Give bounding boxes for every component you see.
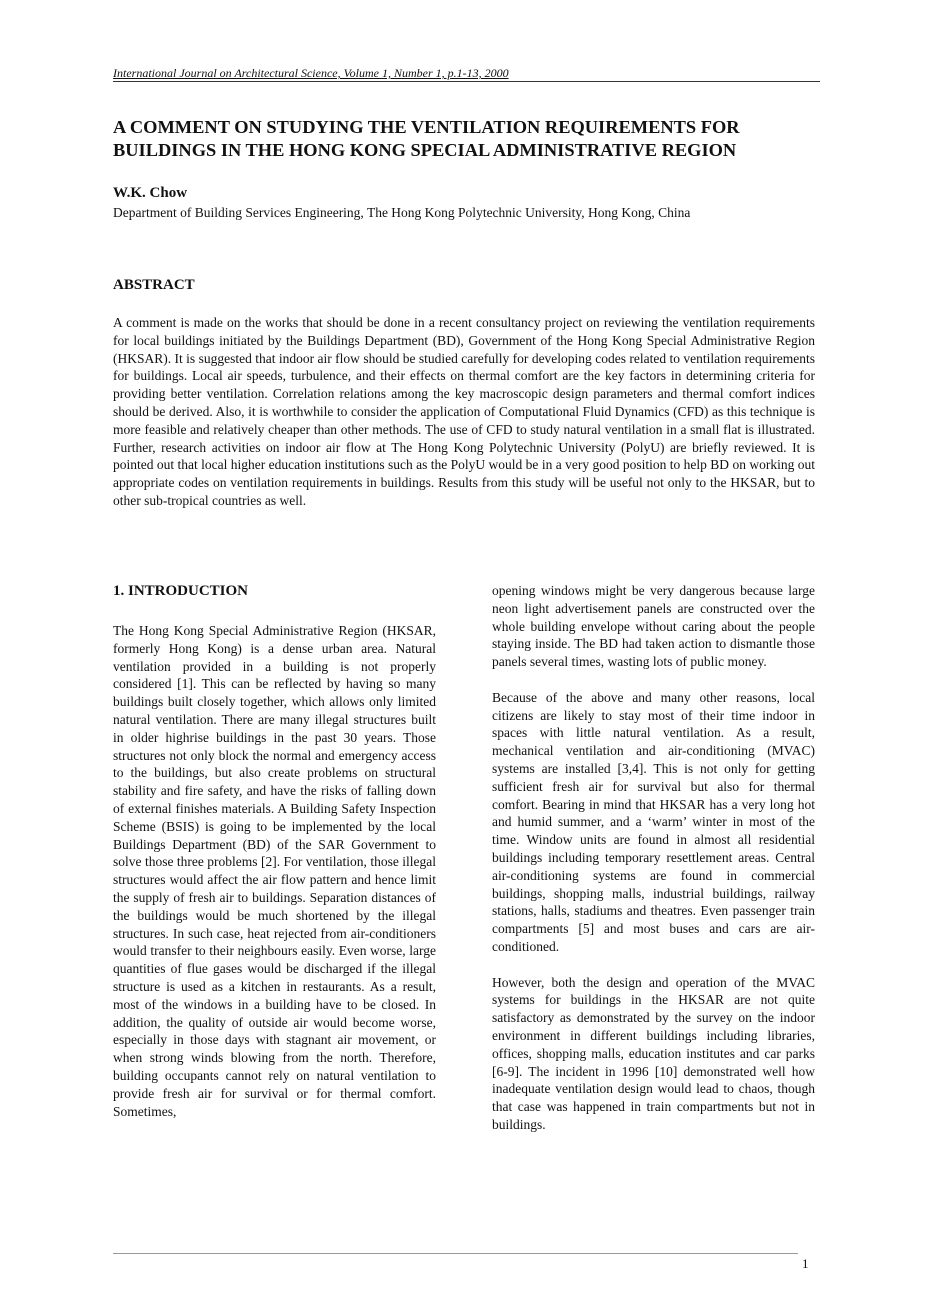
intro-paragraph-2: Because of the above and many other reasons, local citizens are likely to stay most of their time indoor in spaces with little natural ventilation. As a result, mechanical ventilation and air-conditioning (MVAC) systems are installed [3,4]. This is not only for getting sufficient fresh air for survival but also for thermal comfort. Bearing in mind that HKSAR has a very long hot and humid summer, and a ‘warm’ winter in most of the time. Window units are found in almost all residential buildings including temporary resettlement areas. Central air-conditioning systems are found in commercial buildings, shopping malls, industrial buildings, railway stations, halls, stadiums and theatres. Even passenger train compartments [5] and most buses and cars are air-conditioned. — [492, 689, 815, 954]
introduction-heading: 1. INTRODUCTION — [113, 583, 249, 599]
left-column — [113, 582, 436, 1138]
abstract-heading: ABSTRACT — [113, 277, 195, 293]
intro-paragraph-1-part-a: The Hong Kong Special Administrative Region (HKSAR, formerly Hong Kong) is a dense urban area. Natural ventilation provided in a building is not properly considered [1]. This can be reflected by having so many buildings built closely together, which allows only limited natural ventilation. There are many illegal structures built in older highrise buildings in the past 30 years. Those structures not only block the normal and emergency access to the buildings, but also create problems on structural stability and fire safety, and have the risks of falling down of external finishes materials. A Building Safety Inspection Scheme (BSIS) is going to be implemented by the local Buildings Department (BD) of the SAR Government to solve those three problems [2]. For ventilation, those illegal structures would affect the air flow pattern and hence limit the supply of fresh air to buildings. Separation distances of the buildings would be much shortened by the illegal structures. In such case, heat rejected from air-conditioners would transfer to their neighbours easily. Even worse, large quantities of flue gases would be discharged if the illegal structure is used as a kitchen in restaurants. As a result, most of the windows in a building have to be closed. In addition, the quality of outside air would become worse, especially in those days with stagnant air movement, or when strong winds blowing from the north. Therefore, building occupants cannot rely on natural ventilation to provide fresh air for survival or for thermal comfort. Sometimes, — [113, 623, 436, 1119]
running-header: International Journal on Architectural Science, Volume 1, Number 1, p.1-13, 2000 — [113, 65, 820, 82]
intro-paragraph-3: However, both the design and operation of the MVAC systems for buildings in the HKSAR are not quite satisfactory as demonstrated by the survey on the indoor environment in different buildings including libraries, offices, shopping malls, education institutes and car parks [6-9]. The incident in 1996 [10] demonstrated well how inadequate ventilation design would lead to chaos, though that case was happened in train compartments but not in buildings. — [492, 974, 815, 1132]
paper-title: A COMMENT ON STUDYING THE VENTILATION REQUIREMENTS FOR BUILDINGS IN THE HONG KONG SPECIAL ADMINISTRATIVE REGION — [113, 117, 740, 160]
intro-paragraph-1-part-b: opening windows might be very dangerous because large neon light advertisement panels are constructed over the whole building envelope without caring about the people staying inside. The BD had taken action to dismantle those panels several times, wasting lots of public money. — [492, 583, 815, 670]
footer-rule — [113, 1253, 798, 1254]
right-column — [492, 582, 815, 1152]
abstract-body: A comment is made on the works that should be done in a recent consultancy project on reviewing the ventilation requirements for local buildings initiated by the Buildings Department (BD), Government of the Hong Kong Special Administrative Region (HKSAR). It is suggested that indoor air flow should be studied carefully for developing codes related to ventilation requirements for buildings. Local air speeds, turbulence, and their effects on thermal comfort are the key factors in determining criteria for providing better ventilation. Correlation relations among the key macroscopic design parameters and thermal comfort indices should be derived. Also, it is worthwhile to consider the application of Computational Fluid Dynamics (CFD) as this technique is more feasible and relatively cheaper than other methods. The use of CFD to study natural ventilation in a small flat is illustrated. Further, research activities on indoor air flow at The Hong Kong Polytechnic University (PolyU) are briefly reviewed. It is pointed out that local higher education institutions such as the PolyU would be in a very good position to help BD on working out appropriate codes on ventilation requirements in buildings. Results from this study will be useful not only to the HKSAR, but to other sub-tropical countries as well. — [113, 315, 815, 508]
page-number: 1 — [802, 1256, 809, 1271]
author-name: W.K. Chow — [113, 185, 188, 201]
author-affiliation: Department of Building Services Engineering, The Hong Kong Polytechnic University, Hong Kong, China — [113, 205, 691, 220]
